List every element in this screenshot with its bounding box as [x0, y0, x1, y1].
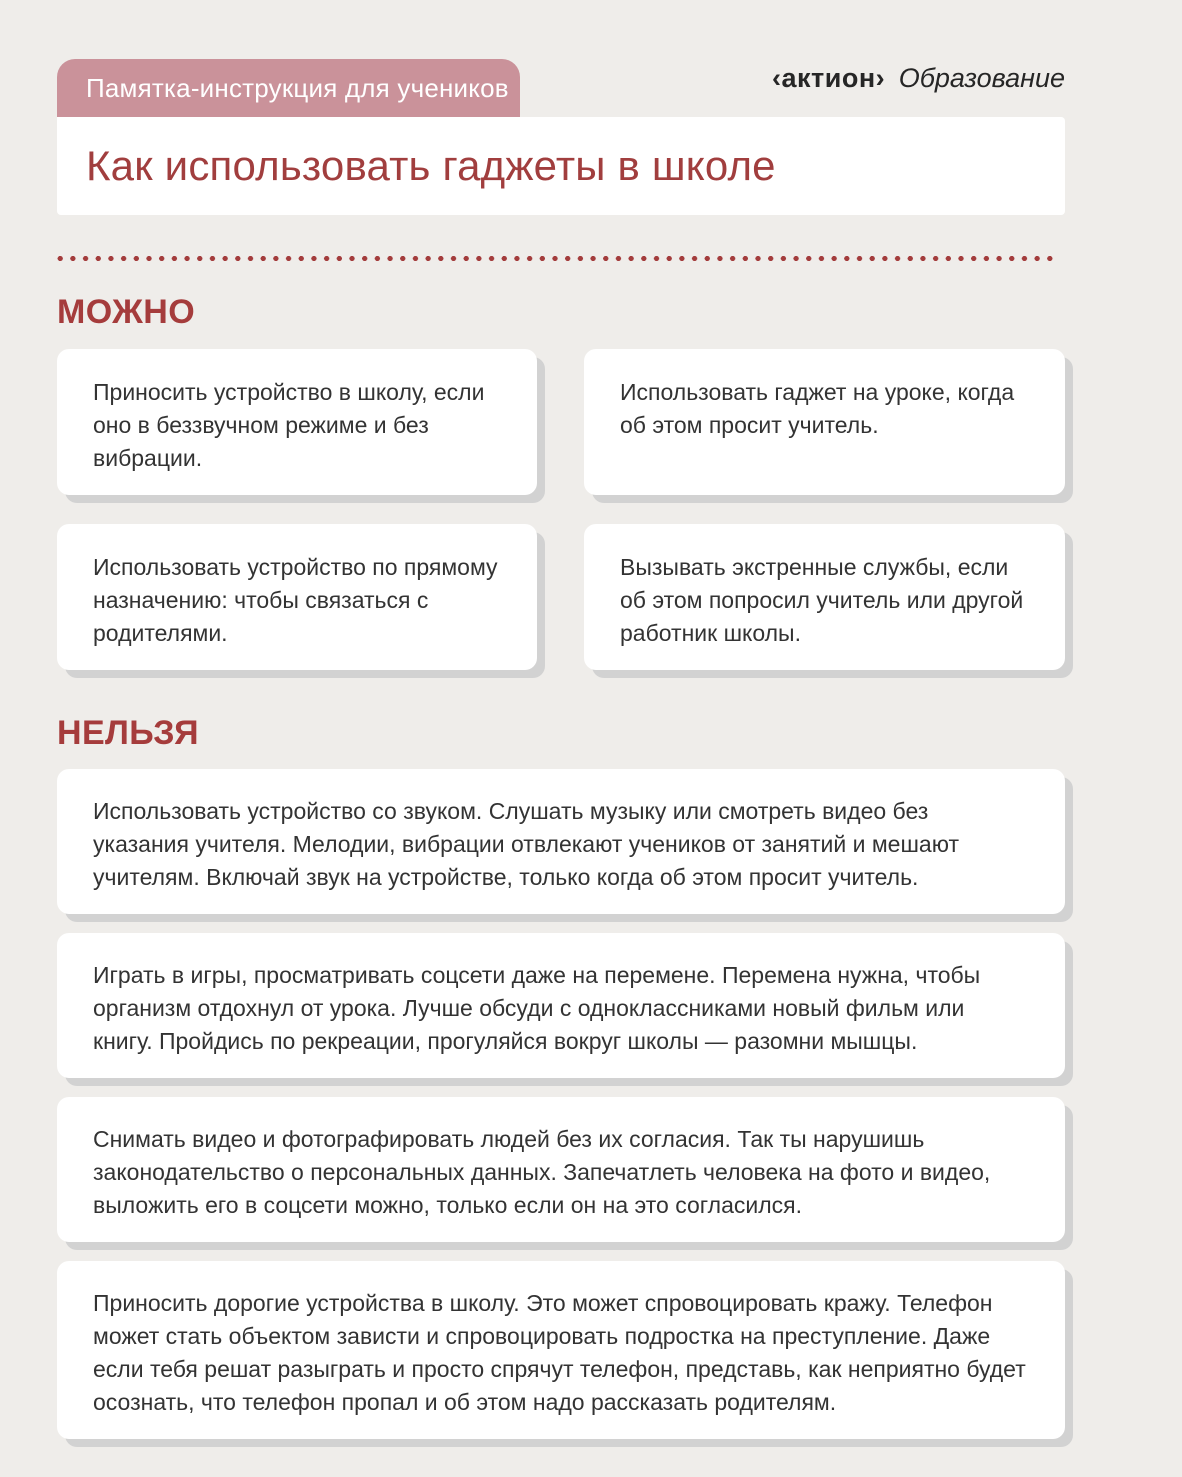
forbidden-card-3: [57, 1097, 1065, 1242]
allowed-card-4: [584, 524, 1065, 670]
dotted-divider: [57, 255, 1059, 262]
allowed-card-4-text: Вызывать экстренные службы, если об этом попросил учитель или другой работник школы.: [620, 554, 1024, 646]
forbidden-card-1-text: Использовать устройство со звуком. Слушать музыку или смотреть видео без указания учителя. Мелодии, вибрации отвлекают учеников от занятий и мешают учителям. Включай звук на устройстве, только когда об этом просит учитель.: [93, 798, 959, 890]
forbidden-card-4: [57, 1261, 1065, 1439]
allowed-card-1: [57, 349, 537, 495]
allowed-cards-grid: [57, 349, 1065, 670]
allowed-card-2: [584, 349, 1065, 495]
page-title: Как использовать гаджеты в школе: [86, 142, 776, 189]
forbidden-card-4-text: Приносить дорогие устройства в школу. Это может спровоцировать кражу. Телефон может стать объектом зависти и спровоцировать подростка на преступление. Даже если тебя решат разыграть и просто спрячут телефон, представь, как неприятно будет осознать, что телефон пропал и об этом надо рассказать родителям.: [93, 1290, 1026, 1415]
section-heading-forbidden: НЕЛЬЗЯ: [57, 714, 199, 752]
badge-audience: Памятка-инструкция для учеников: [57, 59, 520, 117]
allowed-card-1-text: Приносить устройство в школу, если оно в беззвучном режиме и без вибрации.: [93, 379, 485, 471]
allowed-card-3-text: Использовать устройство по прямому назначению: чтобы связаться с родителями.: [93, 554, 498, 646]
logo-brand-text: ‹актион›: [772, 63, 886, 93]
forbidden-cards-list: [57, 769, 1065, 1439]
logo-suffix-text: Образование: [898, 63, 1065, 93]
forbidden-card-1: [57, 769, 1065, 914]
section-heading-allowed: МОЖНО: [57, 293, 196, 331]
publisher-logo: [772, 59, 1065, 94]
forbidden-card-2: [57, 933, 1065, 1078]
header: [57, 0, 1065, 117]
forbidden-card-3-text: Снимать видео и фотографировать людей без их согласия. Так ты нарушишь законодательство о персональных данных. Запечатлеть человека на фото и видео, выложить его в соцсети можно, только если он на это согласился.: [93, 1126, 991, 1218]
allowed-card-3: [57, 524, 537, 670]
memo-content: [57, 0, 1065, 1439]
allowed-card-2-text: Использовать гаджет на уроке, когда об этом просит учитель.: [620, 379, 1015, 438]
title-box: [57, 117, 1065, 215]
forbidden-card-2-text: Играть в игры, просматривать соцсети даже на перемене. Перемена нужна, чтобы организм отдохнул от урока. Лучше обсуди с одноклассниками новый фильм или книгу. Пройдись по рекреации, прогуляйся вокруг школы — разомни мышцы.: [93, 962, 981, 1054]
